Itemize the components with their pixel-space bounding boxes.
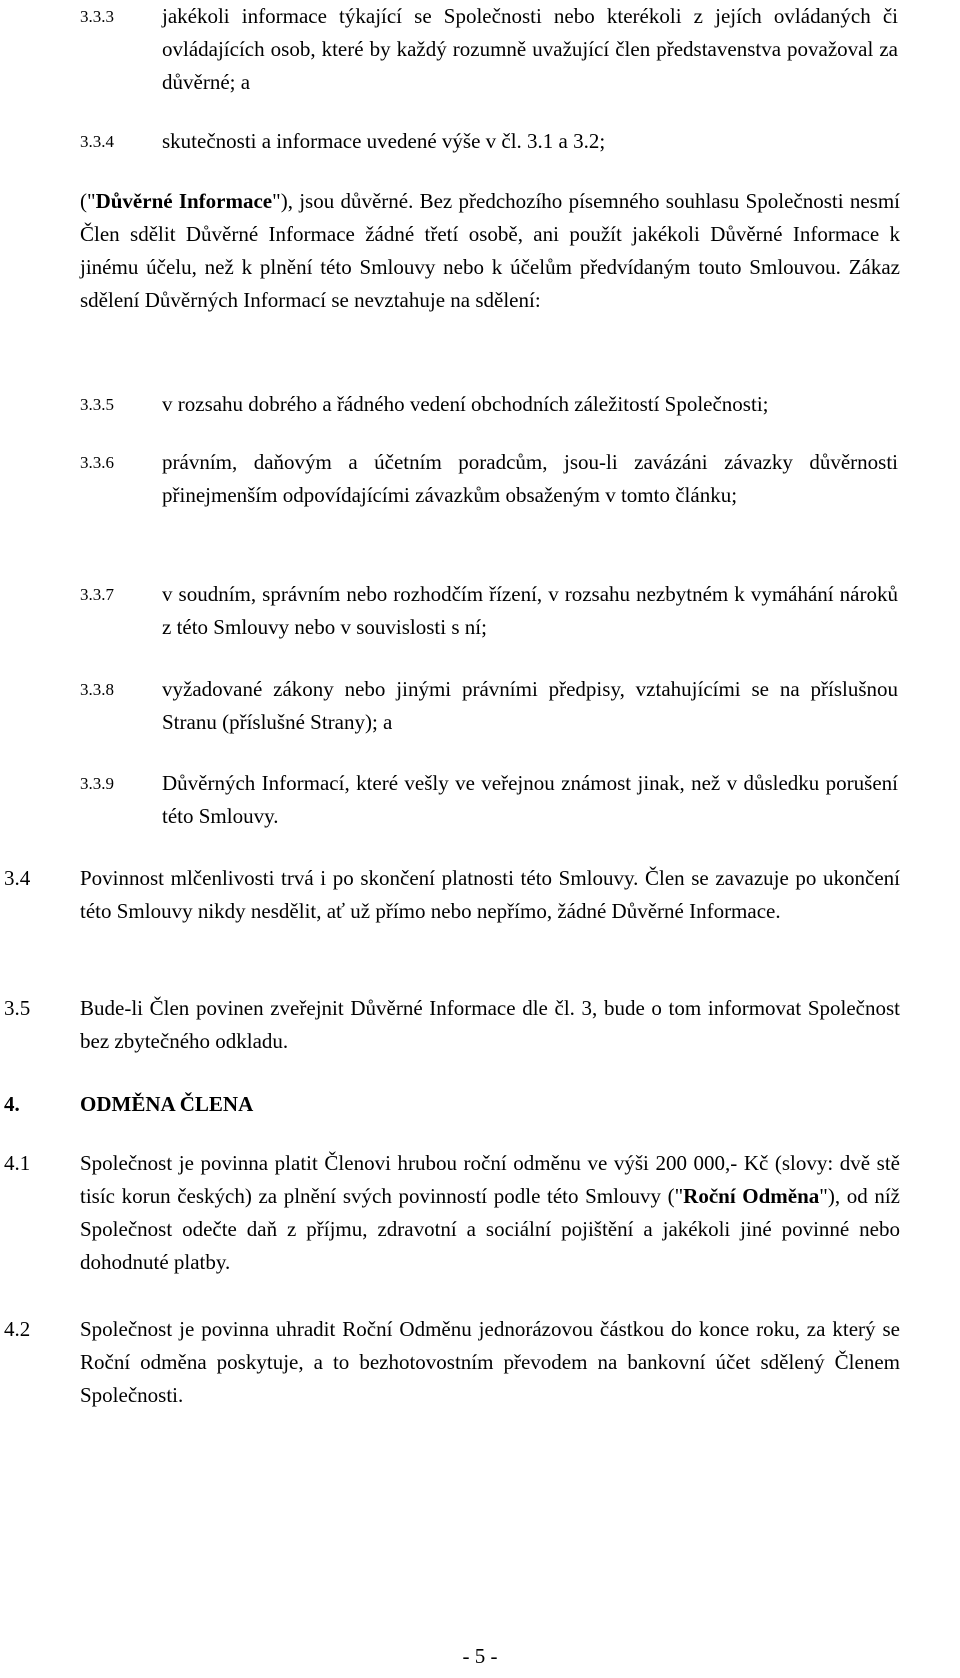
paragraph-text: "), jsou důvěrné. Bez předchozího písemného souhlasu Společnosti nesmí Člen sdělit Důvěrné Informace žádné třetí osobě, ani použít jakékoli Důvěrné Informace k jinému účelu, než k plnění této Smlouvy nebo k účelům předvídaným touto Smlouvou. Zákaz sdělení Důvěrných Informací se nevztahuje na sdělení: <box>80 189 900 312</box>
section-number: 4. <box>4 1092 20 1116</box>
confidential-paragraph <box>80 185 900 317</box>
clause-text: vyžadované zákony nebo jinými právními předpisy, vztahujícími se na příslušnou Stranu (příslušné Strany); a <box>162 677 898 734</box>
clause-text: Důvěrných Informací, které vešly ve veřejnou známost jinak, než v důsledku porušení této Smlouvy. <box>162 771 898 828</box>
clause-number: 3.3.5 <box>80 395 114 414</box>
clause-number: 3.3.4 <box>80 132 114 151</box>
defined-term: Důvěrné Informace <box>95 189 273 213</box>
clause-text-prefix: Společnost je povinna platit Členovi hrubou roční odměnu ve výši 200 000,- Kč (slovy: dvě stě tisíc korun českých) za plnění svých povinností podle této Smlouvy (" <box>80 1151 900 1208</box>
clause-number: 3.5 <box>4 996 31 1020</box>
clause-text: Společnost je povinna uhradit Roční Odměnu jednorázovou částkou do konce roku, za který se Roční odměna poskytuje, a to bezhotovostním převodem na bankovní účet sdělený Členem Společnosti. <box>80 1317 900 1407</box>
clause-text: Bude-li Člen povinen zveřejnit Důvěrné Informace dle čl. 3, bude o tom informovat Společnost bez zbytečného odkladu. <box>80 996 900 1053</box>
defined-term: Roční Odměna <box>683 1184 820 1208</box>
clause-text: skutečnosti a informace uvedené výše v čl. 3.1 a 3.2; <box>162 129 606 153</box>
clause-text <box>80 1147 900 1279</box>
clause-number: 3.3.8 <box>80 680 114 699</box>
clause-text: jakékoli informace týkající se Společnosti nebo kterékoli z jejích ovládaných či ovládajících osob, které by každý rozumně uvažující člen představenstva považoval za důvěrné; a <box>162 4 898 94</box>
page-number: - 5 - <box>462 1644 498 1668</box>
clause-number: 3.3.9 <box>80 774 114 793</box>
paragraph-prefix: (" <box>80 189 96 213</box>
clause-number: 4.2 <box>4 1317 31 1341</box>
clause-text: právním, daňovým a účetním poradcům, jsou-li zavázáni závazky důvěrnosti přinejmenším odpovídajícími závazkům obsaženým v tomto článku; <box>162 450 898 507</box>
clause-number: 4.1 <box>4 1151 31 1175</box>
clause-number: 3.3.3 <box>80 7 114 26</box>
clause-text: Povinnost mlčenlivosti trvá i po skončení platnosti této Smlouvy. Člen se zavazuje po ukončení této Smlouvy nikdy nesdělit, ať už přímo nebo nepřímo, žádné Důvěrné Informace. <box>80 866 900 923</box>
clause-text: v soudním, správním nebo rozhodčím řízení, v rozsahu nezbytném k vymáhání nároků z této Smlouvy nebo v souvislosti s ní; <box>162 582 898 639</box>
clause-text-suffix: "), od níž Společnost odečte daň z příjmu, zdravotní a sociální pojištění a jakékoli jiné povinné nebo dohodnuté platby. <box>80 1184 900 1274</box>
section-title: ODMĚNA ČLENA <box>80 1092 254 1116</box>
clause-number: 3.3.7 <box>80 585 114 604</box>
clause-text: v rozsahu dobrého a řádného vedení obchodních záležitostí Společnosti; <box>162 392 769 416</box>
clause-number: 3.4 <box>4 866 31 890</box>
clause-number: 3.3.6 <box>80 453 114 472</box>
